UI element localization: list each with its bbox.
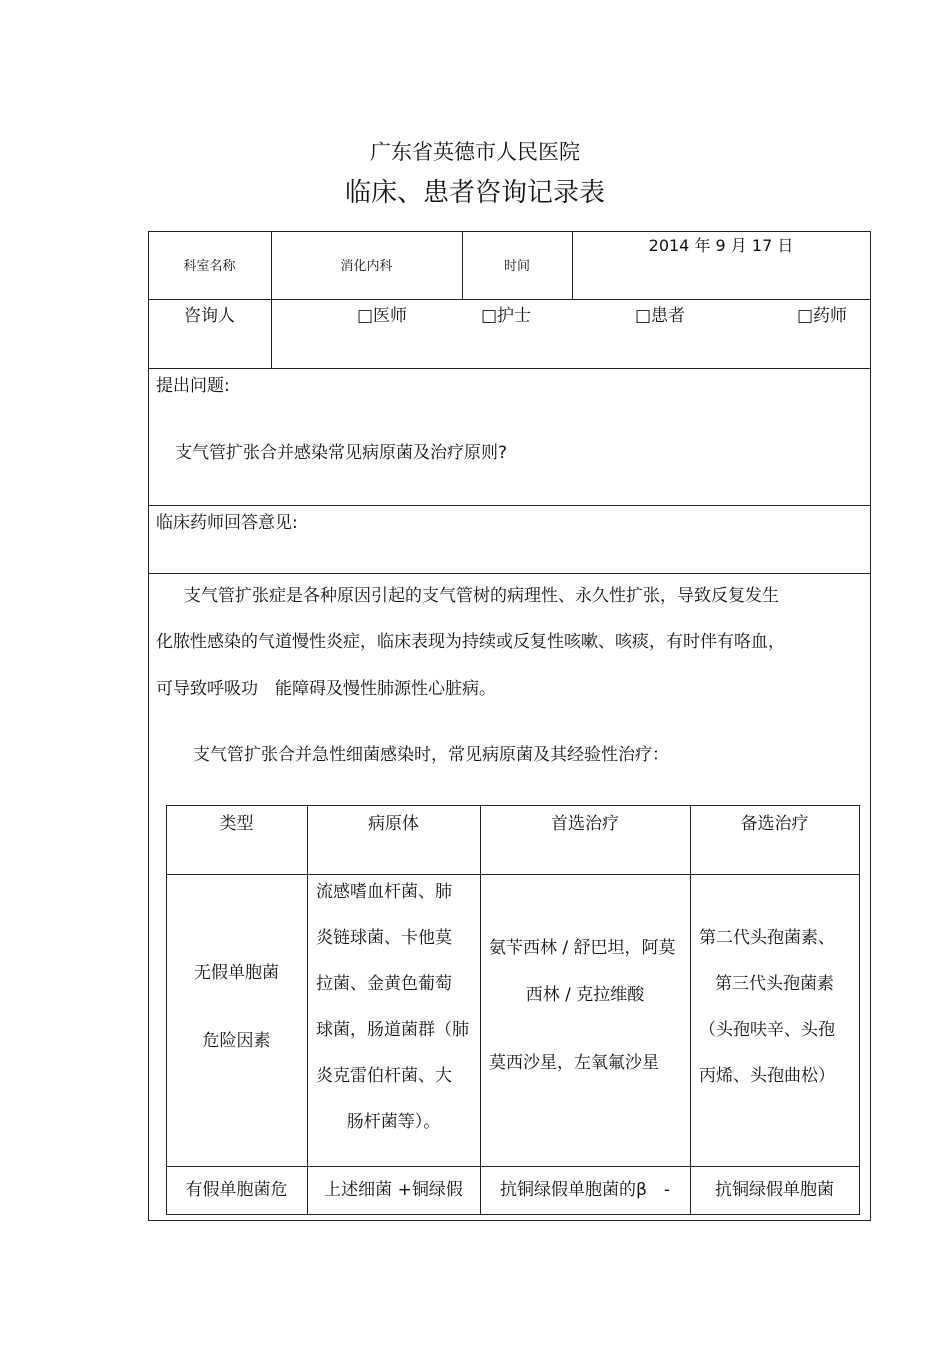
header-first-choice: 首选治疗: [551, 814, 619, 834]
pathogen-cell-line: 流感嗜血杆菌、肺: [316, 882, 452, 902]
row2-alternative: 抗铜绿假单胞菌: [715, 1180, 834, 1200]
row2-pathogen: 上述细菌 +铜绿假: [324, 1180, 463, 1200]
dept-label: 科室名称: [183, 259, 236, 274]
form-title: 临床、患者咨询记录表: [344, 178, 605, 208]
first-choice-line: 氨苄西林 / 舒巴坦，阿莫: [489, 938, 676, 958]
first-choice-line: 西林 / 克拉维酸: [525, 985, 645, 1005]
answer-intro: 支气管扩张合并急性细菌感染时，常见病原菌及其经验性治疗：: [193, 745, 669, 765]
row2-type: 有假单胞菌危: [185, 1180, 288, 1200]
answer-line: 可导致呼吸功 能障碍及慢性肺源性心脏病。: [156, 679, 496, 699]
date-value: 2014 年 9 月 17 日: [648, 236, 794, 255]
checkbox-patient[interactable]: □患者: [635, 306, 686, 326]
first-choice-line: 莫西沙星，左氧氟沙星: [489, 1053, 659, 1073]
question-label: 提出问题:: [156, 376, 230, 396]
pathogen-cell-line: 炎克雷伯杆菌、大: [316, 1066, 452, 1086]
dept-value: 消化内科: [340, 259, 393, 274]
time-label: 时间: [503, 259, 530, 274]
answer-line: 化脓性感染的气道慢性炎症，临床表现为持续或反复性咳嗽、咳痰，有时伴有咯血，: [156, 632, 785, 652]
alternative-line: 丙烯、头孢曲松）: [699, 1066, 835, 1086]
row2-first-choice: 抗铜绿假单胞菌的β -: [500, 1180, 670, 1200]
answer-label: 临床药师回答意见:: [156, 513, 298, 533]
hospital-name: 广东省英德市人民医院: [370, 140, 580, 164]
pathogen-cell-line: 拉菌、金黄色葡萄: [316, 974, 452, 994]
alternative-line: （头孢呋辛、头孢: [699, 1020, 835, 1040]
header-alternative: 备选治疗: [740, 814, 809, 834]
checkbox-pharmacist[interactable]: □药师: [797, 306, 848, 326]
pathogen-cell-line: 炎链球菌、卡他莫: [316, 928, 452, 948]
answer-line: 支气管扩张症是各种原因引起的支气管树的病理性、永久性扩张，导致反复发生: [184, 586, 779, 606]
checkbox-doctor[interactable]: □医师: [357, 306, 408, 326]
consultant-label: 咨询人: [184, 306, 235, 326]
header-type: 类型: [219, 814, 254, 834]
checkbox-nurse[interactable]: □护士: [481, 306, 532, 326]
pathogen-cell-line: 球菌，肠道菌群（肺: [316, 1020, 469, 1040]
alternative-line: 第二代头孢菌素、: [699, 928, 835, 948]
alternative-line: 第三代头孢菌素: [715, 974, 834, 994]
pathogen-cell-line: 肠杆菌等）。: [346, 1112, 441, 1132]
type-cell-line: 无假单胞菌: [194, 963, 279, 983]
header-pathogen: 病原体: [368, 814, 419, 834]
type-cell-line: 危险因素: [202, 1031, 271, 1051]
question-text: 支气管扩张合并感染常见病原菌及治疗原则?: [175, 443, 508, 463]
